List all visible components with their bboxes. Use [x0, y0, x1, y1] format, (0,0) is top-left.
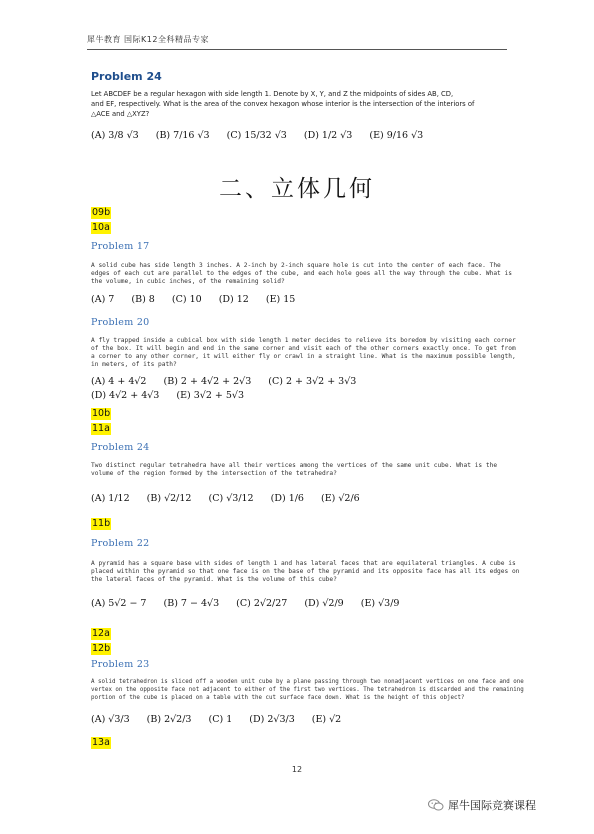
header-divider [87, 49, 507, 50]
problem-23-statement-line3: portion of the cube is placed on a table with the cut surface face down. What is the height of this object? [91, 695, 465, 701]
problem-24b-statement-line2: volume of the region formed by the intersection of the tetrahedra? [91, 470, 337, 477]
choice-d: (D) 4√2 + 4√3 [91, 390, 160, 401]
problem-24-statement-line2: and EF, respectively. What is the area of the convex hexagon whose interior is the intersection of the interiors of [91, 100, 475, 108]
choice-a: (A) 1/12 [91, 493, 130, 504]
problem-23-choices [91, 714, 355, 725]
page-header: 犀牛教育 国际K12全科精品专家 [87, 35, 209, 44]
problem-23-statement-line2: vertex on the opposite face not adjacent to either of the first two vertices. The tetrahedron is discarded and the remaining [91, 687, 524, 693]
choice-c: (C) 1 [208, 714, 233, 725]
choice-a: (A) √3/3 [91, 714, 130, 725]
choice-e: (E) √2 [311, 714, 342, 725]
tag-10b: 10b [92, 408, 111, 419]
choice-d: (D) 1/6 [270, 493, 304, 504]
section-title: 二、立体几何 [219, 176, 375, 202]
choice-d: (D) 1/2 √3 [303, 130, 353, 141]
tag-11a: 11a [92, 423, 110, 434]
problem-20-statement-line4: in meters, of its path? [91, 361, 177, 368]
tag-13a: 13a [92, 737, 110, 748]
problem-17-title: Problem 17 [91, 241, 150, 252]
choice-c: (C) √3/12 [208, 493, 254, 504]
wechat-icon [428, 799, 444, 811]
problem-22-title: Problem 22 [91, 538, 150, 549]
problem-24-statement-line1: Let ABCDEF be a regular hexagon with side length 1. Denote by X, Y, and Z the midpoints of sides AB, CD, [91, 90, 454, 98]
problem-24-title: Problem 24 [91, 70, 162, 83]
choice-c: (C) 10 [171, 294, 202, 305]
tag-11b: 11b [92, 518, 111, 529]
problem-20-statement-line2: of the box. It will begin and end in the same corner and visit each of the other corners exactly once. To get from [91, 345, 516, 352]
choice-d: (D) √2/9 [304, 598, 344, 609]
page-number: 12 [291, 765, 303, 774]
choice-b: (B) √2/12 [146, 493, 192, 504]
problem-22-choices [91, 598, 413, 609]
tag-10a: 10a [92, 222, 110, 233]
watermark [428, 797, 536, 813]
problem-17-statement-line2: edges of each cut are parallel to the edges of the cube, and each hole goes all the way through the cube. What is [91, 270, 512, 277]
problem-20-title: Problem 20 [91, 317, 150, 328]
choice-b: (B) 7 − 4√3 [163, 598, 220, 609]
tag-12a: 12a [92, 628, 110, 639]
problem-17-statement-line3: the volume, in cubic inches, of the remaining solid? [91, 278, 285, 285]
choice-a: (A) 7 [91, 294, 115, 305]
problem-20-choices-row1 [91, 376, 370, 387]
problem-24-choices [91, 130, 437, 141]
choice-c: (C) 2 + 3√2 + 3√3 [268, 376, 357, 387]
problem-20-choices-row2 [91, 390, 258, 401]
choice-b: (B) 2 + 4√2 + 2√3 [163, 376, 252, 387]
choice-e: (E) 3√2 + 5√3 [176, 390, 245, 401]
watermark-text: 犀牛国际竞赛课程 [448, 799, 536, 812]
problem-17-choices [91, 294, 309, 305]
choice-b: (B) 7/16 √3 [155, 130, 210, 141]
choice-e: (E) √3/9 [360, 598, 400, 609]
choice-b: (B) 8 [131, 294, 155, 305]
choice-d: (D) 12 [218, 294, 249, 305]
choice-e: (E) 15 [265, 294, 296, 305]
choice-b: (B) 2√2/3 [146, 714, 192, 725]
choice-c: (C) 2√2/27 [236, 598, 288, 609]
choice-c: (C) 15/32 √3 [226, 130, 287, 141]
problem-24-statement-line3: △ACE and △XYZ? [91, 110, 150, 118]
tag-12b: 12b [92, 643, 111, 654]
choice-e: (E) √2/6 [321, 493, 360, 504]
problem-23-title: Problem 23 [91, 659, 150, 670]
problem-23-statement-line1: A solid tetrahedron is sliced off a wooden unit cube by a plane passing through two nonadjacent vertices on one face and one [91, 679, 524, 685]
problem-20-statement-line1: A fly trapped inside a cubical box with side length 1 meter decides to relieve its boredom by visiting each corner [91, 337, 516, 344]
choice-e: (E) 9/16 √3 [369, 130, 424, 141]
choice-d: (D) 2√3/3 [249, 714, 295, 725]
problem-24b-choices [91, 493, 374, 504]
problem-24b-statement-line1: Two distinct regular tetrahedra have all their vertices among the vertices of the same unit cube. What is the [91, 462, 498, 469]
problem-20-statement-line3: a corner to any other corner, it will either fly or crawl in a straight line. What is the maximum possible length, [91, 353, 516, 360]
problem-22-statement-line2: placed within the pyramid so that one face is on the base of the pyramid and its opposite face has all its edges on [91, 568, 520, 575]
problem-22-statement-line1: A pyramid has a square base with sides of length 1 and has lateral faces that are equilateral triangles. A cube is [91, 560, 516, 567]
problem-22-statement-line3: the lateral faces of the pyramid. What is the volume of this cube? [91, 576, 337, 583]
choice-a: (A) 3/8 √3 [91, 130, 139, 141]
problem-24b-title: Problem 24 [91, 442, 150, 453]
problem-17-statement-line1: A solid cube has side length 3 inches. A 2-inch by 2-inch square hole is cut into the center of each face. The [91, 262, 501, 269]
choice-a: (A) 5√2 − 7 [91, 598, 147, 609]
choice-a: (A) 4 + 4√2 [91, 376, 147, 387]
tag-09b: 09b [92, 207, 111, 218]
